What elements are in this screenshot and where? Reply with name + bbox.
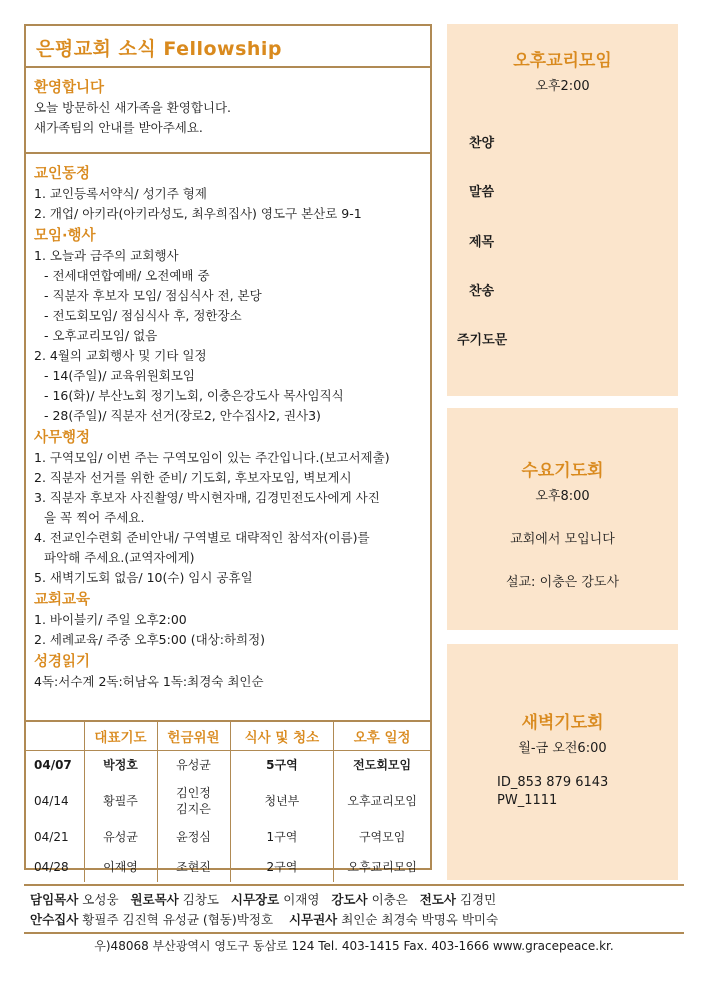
reading-text: 4독:서수계 2독:허남옥 1독:최경숙 최인순 [34,674,264,689]
wednesday-place: 교회에서 모입니다 [510,532,615,547]
table-row [26,852,430,882]
schedule-header-offering: 헌금위원 [157,722,230,750]
schedule-date: 04/21 [26,822,84,852]
schedule-meal: 2구역 [230,852,334,882]
staff-name: 최인순 최경숙 박명옥 박미숙 [341,912,499,927]
schedule-date: 04/07 [26,750,84,780]
admin-line: 을 꼭 찍어 주세요. [44,510,145,525]
address-line: 우)48068 부산광역시 영도구 동삼로 124 Tel. 403-1415 Fax. 403-1666 www.gracepeace.kr. [94,939,614,953]
staff-line-2 [24,910,684,930]
staff-name: 이충은 [371,892,408,907]
table-row [26,750,430,780]
admin-line: 3. 직분자 후보자 사진촬영/ 박시현자매, 김경민전도사에게 사진 [34,490,380,505]
wednesday-panel [447,408,678,630]
schedule-offering: 조현진 [157,852,230,882]
welcome-heading: 환영합니다 [34,80,105,96]
afternoon-class-item: 주기도문 [457,333,508,348]
schedule-meal: 5구역 [230,750,334,780]
welcome-section [26,68,430,154]
admin-line: 1. 구역모임/ 이번 주는 구역모임이 있는 주간입니다.(보고서제출) [34,450,390,465]
events-line: - 전도회모임/ 점심식사 후, 정한장소 [44,308,242,323]
staff-role: 시무장로 [230,892,280,907]
education-heading: 교회교육 [34,592,91,608]
admin-line: 2. 직분자 선거를 위한 준비/ 기도회, 후보자모임, 벽보게시 [34,470,352,485]
admin-line: 파악해 주세요.(교역자에게) [44,550,195,565]
afternoon-class-time: 오후2:00 [535,79,590,94]
events-line: 2. 4월의 교회행사 및 기타 일정 [34,348,207,363]
schedule-meal: 1구역 [230,822,334,852]
events-line: - 직분자 후보자 모임/ 점심식사 전, 본당 [44,288,262,303]
schedule-offering: 김인정 김지은 [157,780,230,822]
afternoon-class-title: 오후교리모임 [513,51,612,71]
admin-line: 4. 전교인수련회 준비안내/ 구역별로 대략적인 참석자(이름)를 [34,530,370,545]
admin-line: 5. 새벽기도회 없음/ 10(수) 임시 공휴일 [34,570,253,585]
staff-name: 김창도 [182,892,219,907]
staff-name: 이재영 [283,892,320,907]
members-heading: 교인동정 [34,166,91,182]
afternoon-class-item: 찬송 [469,284,495,299]
events-line: 1. 오늘과 금주의 교회행사 [34,248,179,263]
staff-role: 강도사 [331,892,368,907]
members-line: 2. 개업/ 아키라(아키라성도, 최우희집사) 영도구 본산로 9-1 [34,206,362,221]
reading-heading: 성경읽기 [34,654,91,670]
welcome-line: 오늘 방문하신 새가족을 환영합니다. [34,100,232,115]
schedule-offering: 윤정심 [157,822,230,852]
wednesday-sermon: 설교: 이충은 강도사 [505,575,620,590]
news-box [24,24,432,874]
schedule-afternoon: 오후교리모임 [347,794,417,808]
afternoon-class-item: 말씀 [469,185,495,200]
schedule-prayer: 황필주 [84,780,157,822]
staff-line-1 [24,886,684,910]
schedule-afternoon: 전도회모임 [334,750,430,780]
wednesday-title: 수요기도회 [521,461,604,481]
staff-role: 전도사 [419,892,456,907]
dawn-id: ID_853 879 6143 [497,775,609,790]
education-line: 1. 바이블키/ 주일 오후2:00 [34,612,187,627]
events-line: - 전세대연합예배/ 오전예배 중 [44,268,210,283]
page-title: 은평교회 소식 Fellowship [26,26,430,68]
events-heading: 모임·행사 [34,228,96,244]
admin-heading: 사무행정 [34,430,91,446]
schedule-date: 04/14 [26,780,84,822]
staff-name: 황필주 김진혁 유성균 (협동)박정호 [82,912,274,927]
dawn-title: 새벽기도회 [521,713,604,733]
schedule-date: 04/28 [26,852,84,882]
schedule-meal: 청년부 [230,780,334,822]
events-line: - 28(주일)/ 직분자 선거(장로2, 안수집사2, 권사3) [44,408,321,423]
staff-role: 시무권사 [288,912,338,927]
news-body [26,154,430,692]
staff-role: 안수집사 [30,912,79,927]
schedule-header-date [26,722,84,750]
events-line: - 오후교리모임/ 없음 [44,328,158,343]
afternoon-class-panel [447,24,678,396]
staff-name: 김경민 [459,892,497,907]
schedule-offering: 유성균 [157,750,230,780]
table-row [26,780,430,822]
schedule-prayer: 유성균 [84,822,157,852]
footer [24,884,684,954]
staff-role: 원로목사 [130,892,179,907]
members-line: 1. 교인등록서약식/ 성기주 형제 [34,186,207,201]
wednesday-time: 오후8:00 [535,489,590,504]
afternoon-class-item: 찬양 [469,136,495,151]
schedule-header-meal: 식사 및 청소 [230,722,334,750]
dawn-pw: PW_1111 [497,793,558,808]
schedule-table [26,720,430,882]
schedule-header-afternoon: 오후 일정 [334,722,430,750]
dawn-panel [447,644,678,880]
welcome-line: 새가족팀의 안내를 받아주세요. [34,120,203,135]
staff-role: 담임목사 [30,892,79,907]
schedule-afternoon: 오후교리모임 [347,860,417,874]
education-line: 2. 세례교육/ 주중 오후5:00 (대상:하희정) [34,632,266,647]
schedule-afternoon: 구역모임 [358,830,406,844]
table-row [26,822,430,852]
events-line: - 16(화)/ 부산노회 정기노회, 이충은강도사 목사임직식 [44,388,344,403]
schedule-header-prayer: 대표기도 [84,722,157,750]
afternoon-class-item: 제목 [469,235,495,250]
events-line: - 14(주일)/ 교육위원회모임 [44,368,196,383]
dawn-time: 월-금 오전6:00 [518,741,607,756]
schedule-prayer: 이재영 [84,852,157,882]
staff-name: 오성웅 [82,892,119,907]
schedule-prayer: 박정호 [84,750,157,780]
